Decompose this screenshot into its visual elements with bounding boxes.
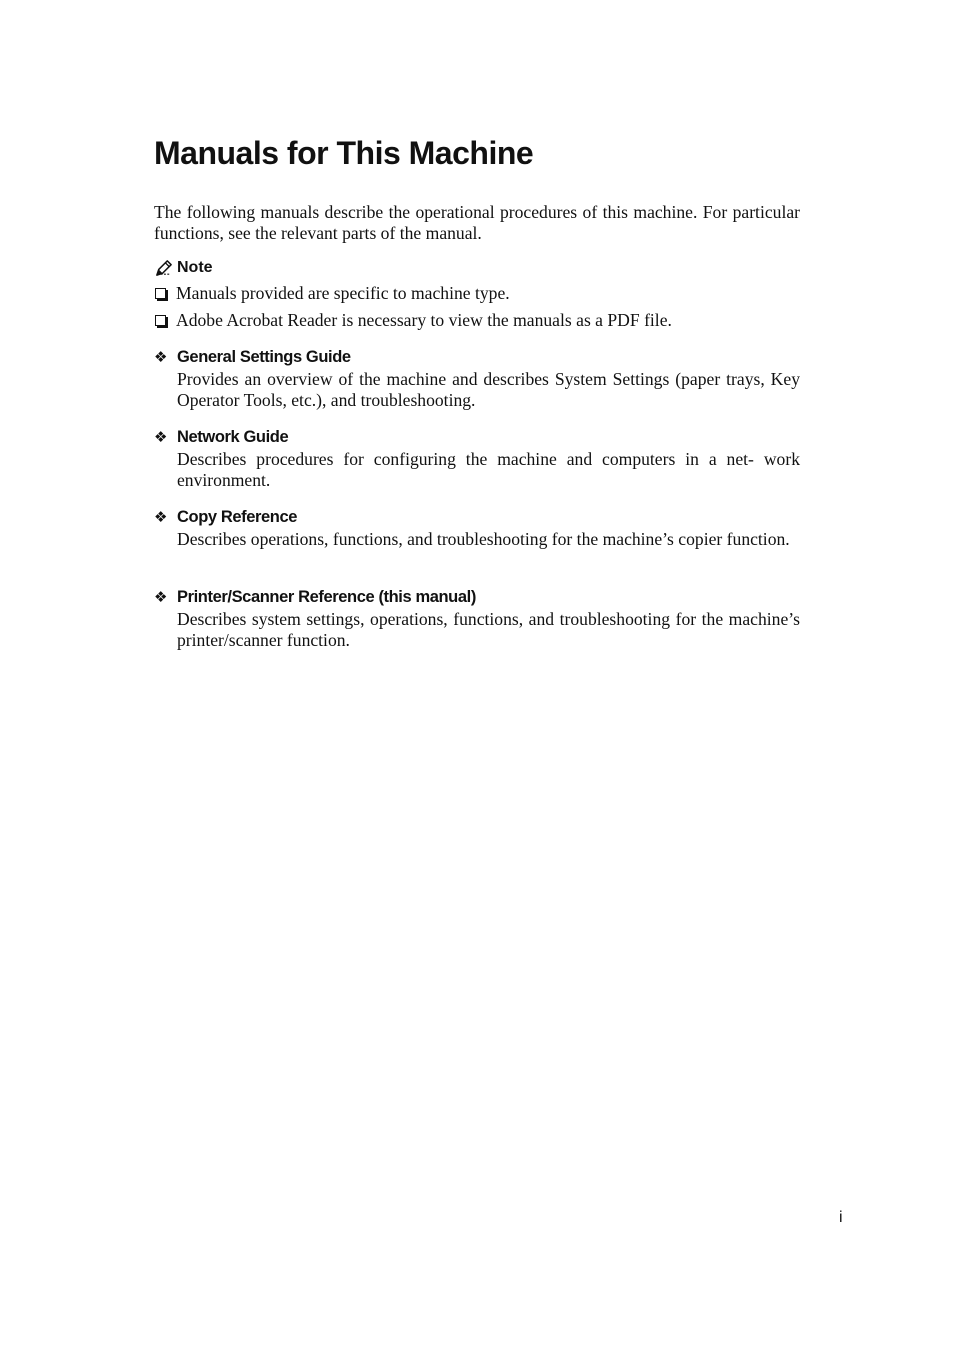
diamond-bullet-icon: ❖ [154,349,168,366]
intro-paragraph: The following manuals describe the operational procedures of this machine. For particular functions, see the relevant parts of the manual. [154,202,800,243]
diamond-bullet-icon: ❖ [154,429,168,446]
section-body: Describes procedures for configuring the machine and computers in a net- work environment. [177,449,800,490]
page-number: i [839,1209,843,1226]
section-title: Network Guide [177,427,289,446]
note-item [154,282,804,304]
note-item [154,309,804,331]
checkbox-icon [155,288,166,299]
section-body: Describes system settings, operations, functions, and troubleshooting for the machine’s printer/scanner function. [177,609,800,650]
manual-section-network-guide [154,426,800,491]
diamond-bullet-icon: ❖ [154,589,168,606]
pencil-icon [154,259,173,278]
section-title: Printer/Scanner Reference (this manual) [177,587,476,606]
section-body: Provides an overview of the machine and describes System Settings (paper trays, Key Operator Tools, etc.), and troubleshooting. [177,369,800,410]
manual-section-printer-scanner [154,586,800,651]
section-title: Copy Reference [177,507,298,526]
note-heading [154,257,213,279]
manual-section-general-settings [154,346,800,411]
note-item-text: Adobe Acrobat Reader is necessary to view the manuals as a PDF file. [176,309,672,330]
note-item-text: Manuals provided are specific to machine type. [176,282,510,303]
note-label: Note [177,259,213,276]
section-title: General Settings Guide [177,347,351,366]
page-title: Manuals for This Machine [154,135,534,171]
diamond-bullet-icon: ❖ [154,509,168,526]
checkbox-icon [155,315,166,326]
manual-section-copy-reference [154,506,800,550]
section-body: Describes operations, functions, and troubleshooting for the machine’s copier function. [177,529,790,549]
